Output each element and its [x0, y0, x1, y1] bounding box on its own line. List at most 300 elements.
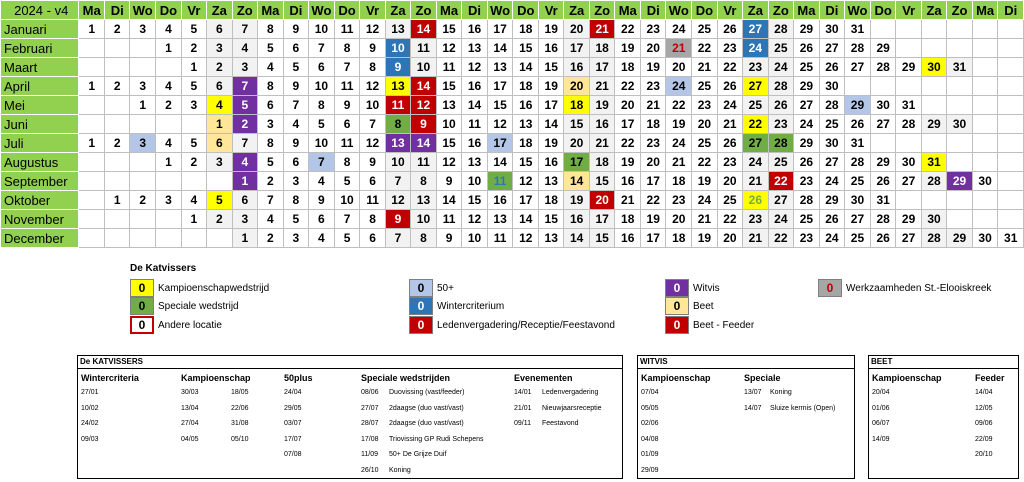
- calendar-day: 23: [768, 115, 794, 134]
- list-item: 12/05: [975, 404, 993, 412]
- calendar-day: 12: [487, 115, 513, 134]
- list-item-date: 30/03: [181, 389, 199, 396]
- calendar-day: 18: [513, 77, 539, 96]
- calendar-day: 5: [181, 77, 206, 96]
- calendar-day: 28: [794, 191, 820, 210]
- calendar-day: 1: [79, 134, 105, 153]
- calendar-empty-cell: [870, 134, 896, 153]
- calendar-day: 12: [513, 172, 539, 191]
- legend-swatch: 0: [130, 297, 154, 315]
- calendar-day: 21: [692, 210, 718, 229]
- calendar-day: 21: [666, 39, 692, 58]
- calendar-empty-cell: [972, 191, 998, 210]
- calendar-day: 7: [334, 210, 360, 229]
- month-label: Juli: [1, 134, 79, 153]
- calendar-day: 14: [411, 20, 437, 39]
- calendar-day: 15: [539, 58, 564, 77]
- day-header: Di: [819, 1, 844, 20]
- calendar-empty-cell: [998, 77, 1024, 96]
- calendar-day: 15: [564, 115, 589, 134]
- list-item: 24/04: [284, 389, 302, 396]
- list-item: [361, 420, 484, 436]
- calendar-day: 29: [845, 96, 871, 115]
- month-label: December: [1, 229, 79, 248]
- day-header: Ma: [79, 1, 105, 20]
- calendar-day: 29: [870, 39, 896, 58]
- legend-item-plus: [409, 279, 454, 297]
- calendar-day: 21: [589, 134, 615, 153]
- calendar-day: 24: [692, 191, 718, 210]
- day-header: Zo: [947, 1, 973, 20]
- beet-box: [868, 355, 1019, 479]
- calendar-day: 16: [539, 39, 564, 58]
- calendar-day: 6: [283, 39, 308, 58]
- calendar-day: 31: [921, 153, 946, 172]
- list-item-text: 18/05: [231, 389, 249, 396]
- day-header: Wo: [487, 1, 513, 20]
- calendar-day: 29: [870, 153, 896, 172]
- calendar-day: 1: [79, 20, 105, 39]
- calendar-day: 31: [896, 96, 921, 115]
- calendar-day: 26: [743, 191, 768, 210]
- legend-item-leden: [409, 316, 615, 334]
- calendar-empty-cell: [207, 172, 232, 191]
- calendar-day: 15: [513, 153, 539, 172]
- calendar-day: 20: [564, 20, 589, 39]
- calendar-day: 23: [641, 134, 666, 153]
- calendar-day: 20: [666, 210, 692, 229]
- calendar-day: 19: [641, 210, 666, 229]
- legend-item-winter: [409, 297, 504, 315]
- calendar-day: 29: [794, 77, 820, 96]
- calendar-empty-cell: [105, 96, 130, 115]
- calendar-day: 31: [870, 191, 896, 210]
- month-row: [1, 58, 1024, 77]
- calendar-day: 9: [411, 115, 437, 134]
- calendar-empty-cell: [130, 39, 156, 58]
- calendar-day: 6: [232, 191, 258, 210]
- calendar-day: 11: [385, 96, 410, 115]
- calendar-day: 19: [539, 77, 564, 96]
- calendar-day: 5: [334, 229, 360, 248]
- calendar-day: 25: [768, 153, 794, 172]
- day-header: Ma: [615, 1, 641, 20]
- katvissers-title: De KATVISSERS: [78, 356, 622, 369]
- calendar-day: 4: [156, 134, 182, 153]
- calendar-empty-cell: [896, 20, 921, 39]
- day-header: Di: [998, 1, 1024, 20]
- calendar-day: 19: [692, 172, 718, 191]
- calendar-day: 9: [283, 134, 308, 153]
- calendar-day: 5: [181, 134, 206, 153]
- list-item: 14/04: [975, 389, 993, 396]
- calendar-day: 2: [105, 77, 130, 96]
- calendar-empty-cell: [972, 153, 998, 172]
- calendar-day: 30: [921, 210, 946, 229]
- calendar-day: 12: [436, 39, 462, 58]
- calendar-day: 30: [947, 115, 973, 134]
- calendar-day: 24: [743, 153, 768, 172]
- calendar-day: 2: [258, 229, 284, 248]
- month-row: [1, 229, 1024, 248]
- calendar-empty-cell: [972, 77, 998, 96]
- month-row: [1, 172, 1024, 191]
- day-header: Ma: [972, 1, 998, 20]
- calendar-day: 11: [334, 20, 360, 39]
- calendar-empty-cell: [947, 153, 973, 172]
- calendar-day: 17: [487, 77, 513, 96]
- list-item-date: 11/09: [361, 451, 378, 458]
- speciale-header: Speciale wedstrijden: [361, 373, 451, 383]
- calendar-day: 28: [870, 58, 896, 77]
- calendar-day: 16: [615, 229, 641, 248]
- calendar-day: 25: [717, 191, 742, 210]
- day-header: Za: [385, 1, 410, 20]
- calendar-day: 13: [539, 172, 564, 191]
- calendar-day: 22: [768, 229, 794, 248]
- calendar-empty-cell: [947, 77, 973, 96]
- list-item: 06/07: [872, 420, 890, 427]
- list-item-date: 13/07: [744, 389, 762, 396]
- calendar-day: 14: [487, 39, 513, 58]
- calendar-day: 30: [819, 20, 844, 39]
- calendar-day: 29: [947, 229, 973, 248]
- calendar-day: 21: [743, 229, 768, 248]
- calendar-day: 27: [896, 172, 921, 191]
- calendar-day: 7: [385, 172, 410, 191]
- calendar-day: 16: [539, 153, 564, 172]
- calendar-day: 4: [258, 210, 284, 229]
- calendar-day: 24: [743, 39, 768, 58]
- calendar-day: 2: [156, 96, 182, 115]
- calendar-day: 1: [181, 210, 206, 229]
- calendar-day: 22: [666, 96, 692, 115]
- legend-label: 50+: [437, 282, 454, 294]
- calendar-empty-cell: [156, 172, 182, 191]
- calendar-empty-cell: [79, 39, 105, 58]
- calendar-day: 22: [615, 77, 641, 96]
- list-item: 17/07: [284, 435, 302, 443]
- legend-item-beetfeeder: [665, 316, 754, 334]
- list-item-date: 04/05: [181, 435, 199, 443]
- calendar-day: 8: [411, 229, 437, 248]
- calendar-empty-cell: [105, 39, 130, 58]
- calendar-day: 27: [743, 134, 768, 153]
- calendar-day: 31: [845, 20, 871, 39]
- calendar-day: 25: [768, 39, 794, 58]
- calendar-day: 8: [411, 172, 437, 191]
- calendar-day: 24: [666, 77, 692, 96]
- calendar-day: 7: [232, 134, 258, 153]
- calendar-empty-cell: [972, 39, 998, 58]
- list-item: [361, 467, 484, 482]
- calendar-day: 8: [258, 20, 284, 39]
- calendar-day: 27: [768, 191, 794, 210]
- calendar-day: 26: [870, 229, 896, 248]
- calendar-day: 7: [232, 77, 258, 96]
- list-item: 01/06: [872, 404, 890, 412]
- calendar-day: 18: [615, 58, 641, 77]
- calendar-day: 24: [666, 134, 692, 153]
- calendar-day: 5: [232, 96, 258, 115]
- day-header: Do: [156, 1, 182, 20]
- calendar-day: 13: [513, 115, 539, 134]
- day-header: Di: [283, 1, 308, 20]
- calendar-day: 26: [717, 134, 742, 153]
- calendar-day: 25: [845, 172, 871, 191]
- list-item-date: 26/10: [361, 466, 379, 474]
- calendar-empty-cell: [947, 210, 973, 229]
- calendar-day: 20: [615, 96, 641, 115]
- calendar-day: 13: [462, 39, 487, 58]
- calendar-day: 10: [309, 134, 335, 153]
- day-header: Zo: [589, 1, 615, 20]
- calendar-day: 16: [487, 191, 513, 210]
- katvissers-box: [77, 355, 623, 479]
- calendar-empty-cell: [79, 153, 105, 172]
- list-item: 10/02: [81, 404, 99, 412]
- calendar-day: 17: [513, 191, 539, 210]
- calendar-day: 3: [232, 210, 258, 229]
- calendar-day: 27: [870, 115, 896, 134]
- calendar-day: 24: [819, 229, 844, 248]
- list-item-date: 17/08: [361, 435, 379, 443]
- calendar-empty-cell: [972, 134, 998, 153]
- calendar-empty-cell: [79, 210, 105, 229]
- calendar-day: 12: [462, 58, 487, 77]
- list-item: [181, 436, 251, 452]
- calendar-empty-cell: [156, 58, 182, 77]
- list-item: 05/05: [641, 404, 659, 412]
- calendar-day: 18: [513, 20, 539, 39]
- calendar-day: 10: [385, 153, 410, 172]
- day-header: Zo: [411, 1, 437, 20]
- day-header: Vr: [717, 1, 742, 20]
- calendar-day: 3: [232, 58, 258, 77]
- calendar-day: 22: [615, 20, 641, 39]
- calendar-empty-cell: [921, 39, 946, 58]
- calendar-day: 28: [870, 210, 896, 229]
- calendar-day: 18: [615, 210, 641, 229]
- calendar-day: 14: [564, 229, 589, 248]
- calendar-empty-cell: [972, 20, 998, 39]
- calendar-day: 26: [717, 20, 742, 39]
- calendar-day: 14: [513, 210, 539, 229]
- calendar-day: 4: [283, 115, 308, 134]
- legend-label: Andere locatie: [158, 319, 222, 331]
- calendar-day: 25: [743, 96, 768, 115]
- list-item-text: Sluize kermis (Open): [770, 404, 836, 412]
- calendar-empty-cell: [998, 210, 1024, 229]
- calendar-day: 13: [385, 134, 410, 153]
- calendar-day: 2: [181, 153, 206, 172]
- beet-feeder-col: [975, 373, 1005, 467]
- calendar-day: 6: [334, 115, 360, 134]
- calendar-day: 20: [717, 172, 742, 191]
- calendar-day: 30: [819, 77, 844, 96]
- list-item-date: 13/04: [181, 404, 199, 412]
- day-header: Za: [207, 1, 232, 20]
- calendar-day: 28: [921, 172, 946, 191]
- calendar-empty-cell: [896, 77, 921, 96]
- calendar-day: 22: [717, 58, 742, 77]
- list-item: 24/02: [81, 420, 99, 427]
- calendar-day: 14: [436, 191, 462, 210]
- calendar-empty-cell: [156, 115, 182, 134]
- list-item: 01/09: [641, 451, 659, 458]
- day-header: Zo: [768, 1, 794, 20]
- calendar-day: 30: [870, 96, 896, 115]
- calendar-day: 22: [743, 115, 768, 134]
- calendar-day: 14: [462, 96, 487, 115]
- calendar-day: 7: [309, 39, 335, 58]
- calendar-empty-cell: [921, 20, 946, 39]
- calendar-day: 9: [436, 172, 462, 191]
- calendar-day: 5: [181, 20, 206, 39]
- calendar-day: 23: [692, 96, 718, 115]
- calendar-day: 11: [411, 153, 437, 172]
- calendar-empty-cell: [105, 172, 130, 191]
- calendar-day: 21: [641, 96, 666, 115]
- list-item: [361, 436, 484, 452]
- calendar-day: 14: [411, 134, 437, 153]
- calendar-day: 13: [539, 229, 564, 248]
- calendar-day: 17: [641, 172, 666, 191]
- calendar-empty-cell: [896, 39, 921, 58]
- calendar-day: 12: [360, 134, 385, 153]
- list-item-text: Ledenvergadering: [542, 389, 599, 396]
- calendar-day: 14: [539, 115, 564, 134]
- list-item: [361, 451, 484, 467]
- calendar-empty-cell: [130, 58, 156, 77]
- calendar-day: 4: [156, 77, 182, 96]
- calendar-day: 23: [666, 191, 692, 210]
- calendar-day: 1: [207, 115, 232, 134]
- calendar-day: 14: [487, 153, 513, 172]
- calendar-day: 29: [794, 134, 820, 153]
- list-item: [181, 420, 251, 436]
- calendar-empty-cell: [921, 96, 946, 115]
- calendar-day: 30: [972, 229, 998, 248]
- calendar-empty-cell: [105, 153, 130, 172]
- calendar-day: 25: [819, 115, 844, 134]
- calendar-day: 20: [692, 115, 718, 134]
- calendar-day: 16: [564, 210, 589, 229]
- calendar-empty-cell: [998, 20, 1024, 39]
- month-label: Augustus: [1, 153, 79, 172]
- calendar-day: 15: [436, 77, 462, 96]
- calendar-day: 3: [207, 39, 232, 58]
- calendar-day: 15: [539, 210, 564, 229]
- calendar-day: 15: [589, 229, 615, 248]
- calendar-day: 3: [130, 134, 156, 153]
- calendar-day: 11: [436, 58, 462, 77]
- day-header: Za: [743, 1, 768, 20]
- calendar-day: 26: [794, 153, 820, 172]
- plus50-header: 50plus: [284, 373, 313, 383]
- day-header: Vr: [539, 1, 564, 20]
- month-label: Oktober: [1, 191, 79, 210]
- calendar-day: 4: [232, 39, 258, 58]
- day-header: Wo: [666, 1, 692, 20]
- calendar-day: 29: [896, 58, 921, 77]
- calendar-day: 7: [258, 191, 284, 210]
- legend-swatch: 0: [665, 279, 689, 297]
- calendar-day: 6: [309, 210, 335, 229]
- calendar-empty-cell: [998, 172, 1024, 191]
- month-row: [1, 39, 1024, 58]
- calendar-empty-cell: [181, 229, 206, 248]
- calendar-empty-cell: [896, 134, 921, 153]
- calendar-day: 6: [283, 153, 308, 172]
- list-item: [181, 389, 251, 405]
- day-header: Wo: [309, 1, 335, 20]
- legend-item-beet: [665, 297, 714, 315]
- calendar-day: 24: [794, 115, 820, 134]
- legend-title: De Katvissers: [130, 263, 197, 274]
- calendar-day: 12: [436, 153, 462, 172]
- calendar-day: 27: [743, 77, 768, 96]
- calendar-day: 14: [564, 172, 589, 191]
- calendar-day: 1: [130, 96, 156, 115]
- legend-swatch: 0: [409, 297, 433, 315]
- calendar-day: 22: [692, 153, 718, 172]
- month-row: [1, 77, 1024, 96]
- calendar-day: 26: [845, 115, 871, 134]
- calendar-day: 23: [743, 58, 768, 77]
- calendar-empty-cell: [947, 191, 973, 210]
- calendar-day: 1: [156, 39, 182, 58]
- calendar-day: 29: [794, 20, 820, 39]
- calendar-day: 15: [436, 134, 462, 153]
- calendar-day: 8: [258, 134, 284, 153]
- calendar-day: 10: [309, 20, 335, 39]
- calendar-day: 24: [819, 172, 844, 191]
- calendar-day: 2: [181, 39, 206, 58]
- legend-swatch: 0: [130, 316, 154, 334]
- list-item: 07/04: [641, 389, 659, 396]
- calendar-day: 14: [411, 77, 437, 96]
- list-item: 03/07: [284, 420, 302, 427]
- calendar-day: 9: [385, 58, 410, 77]
- calendar-day: 13: [462, 153, 487, 172]
- calendar-day: 2: [105, 134, 130, 153]
- calendar-day: 1: [181, 58, 206, 77]
- wintercriteria-col: [81, 373, 139, 451]
- legend-swatch: 0: [665, 297, 689, 315]
- month-label: September: [1, 172, 79, 191]
- list-item-date: 27/07: [361, 404, 379, 412]
- month-label: Maart: [1, 58, 79, 77]
- legend-item-andere: [130, 316, 222, 334]
- calendar-day: 26: [794, 39, 820, 58]
- calendar-day: 28: [768, 20, 794, 39]
- calendar-day: 19: [615, 153, 641, 172]
- calendar-day: 19: [641, 58, 666, 77]
- calendar-day: 24: [768, 210, 794, 229]
- calendar-empty-cell: [79, 172, 105, 191]
- calendar-day: 9: [360, 39, 385, 58]
- calendar-day: 18: [589, 153, 615, 172]
- calendar-empty-cell: [156, 210, 182, 229]
- calendar-day: 11: [487, 229, 513, 248]
- calendar-day: 21: [589, 77, 615, 96]
- calendar-empty-cell: [79, 96, 105, 115]
- calendar-day: 17: [564, 153, 589, 172]
- calendar-day: 6: [360, 172, 385, 191]
- list-item: 20/04: [872, 389, 890, 396]
- month-label: Mei: [1, 96, 79, 115]
